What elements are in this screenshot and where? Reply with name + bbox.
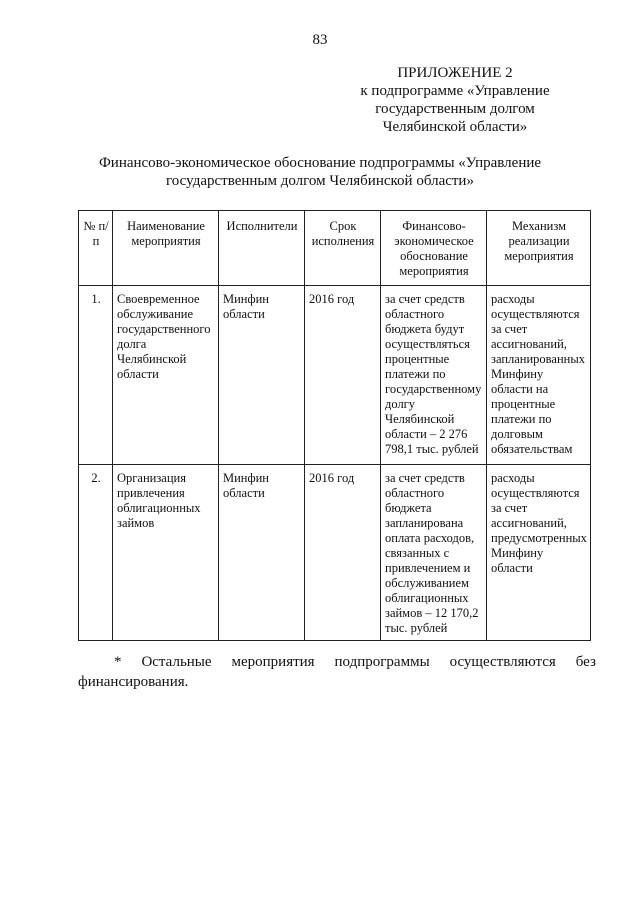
- cell-mechanism: расходы осуществляются за счет ассигнований, предусмотренных Минфину области: [487, 465, 591, 641]
- footnote-word: мероприятия: [231, 654, 315, 670]
- header-term: Срок исполнения: [305, 211, 381, 286]
- footnote-word: осуществляются: [449, 654, 556, 670]
- title-line: Финансово-экономическое обоснование подпрограммы «Управление: [98, 155, 542, 171]
- appendix-line: государственным долгом: [375, 101, 535, 117]
- cell-justification: за счет средств областного бюджета будут осуществляться процентные платежи по государственному долгу Челябинской области – 2 276 798,1 тыс. рублей: [381, 286, 487, 465]
- footnote-asterisk: *: [114, 654, 122, 670]
- document-title: [80, 154, 560, 190]
- appendix-line: ПРИЛОЖЕНИЕ 2: [397, 65, 513, 81]
- page-number: 83: [312, 32, 328, 48]
- cell-term: 2016 год: [305, 465, 381, 641]
- table-row: [79, 286, 591, 465]
- measures-table: [78, 210, 591, 641]
- footnote-word: без: [575, 654, 596, 670]
- title-line: государственным долгом Челябинской области»: [166, 173, 474, 189]
- cell-number: 2.: [79, 465, 113, 641]
- appendix-line: к подпрограмме «Управление: [360, 83, 550, 99]
- cell-name: Своевременное обслуживание государственного долга Челябинской области: [113, 286, 219, 465]
- cell-executor: Минфин области: [219, 465, 305, 641]
- cell-number: 1.: [79, 286, 113, 465]
- appendix-line: Челябинской области»: [382, 119, 528, 135]
- header-justification: Финансово-экономическое обоснование мероприятия: [381, 211, 487, 286]
- footnote: [78, 652, 596, 692]
- header-number: № п/п: [79, 211, 113, 286]
- cell-name: Организация привлечения облигационных займов: [113, 465, 219, 641]
- table-header-row: [79, 211, 591, 286]
- footnote-line: [78, 652, 596, 672]
- cell-executor: Минфин области: [219, 286, 305, 465]
- header-mechanism: Механизм реализации мероприятия: [487, 211, 591, 286]
- cell-term: 2016 год: [305, 286, 381, 465]
- header-name: Наименование мероприятия: [113, 211, 219, 286]
- appendix-caption: [335, 64, 575, 136]
- cell-justification: за счет средств областного бюджета запланирована оплата расходов, связанных с привлечением и обслуживанием облигационных займов – 12 170,2 тыс. рублей: [381, 465, 487, 641]
- header-executors: Исполнители: [219, 211, 305, 286]
- footnote-word: Остальные: [141, 654, 212, 670]
- footnote-line: финансирования.: [78, 674, 189, 690]
- footnote-word: подпрограммы: [334, 654, 430, 670]
- table-row: [79, 465, 591, 641]
- cell-mechanism: расходы осуществляются за счет ассигнований, запланированных Минфину области на процентные платежи по долговым обязательствам: [487, 286, 591, 465]
